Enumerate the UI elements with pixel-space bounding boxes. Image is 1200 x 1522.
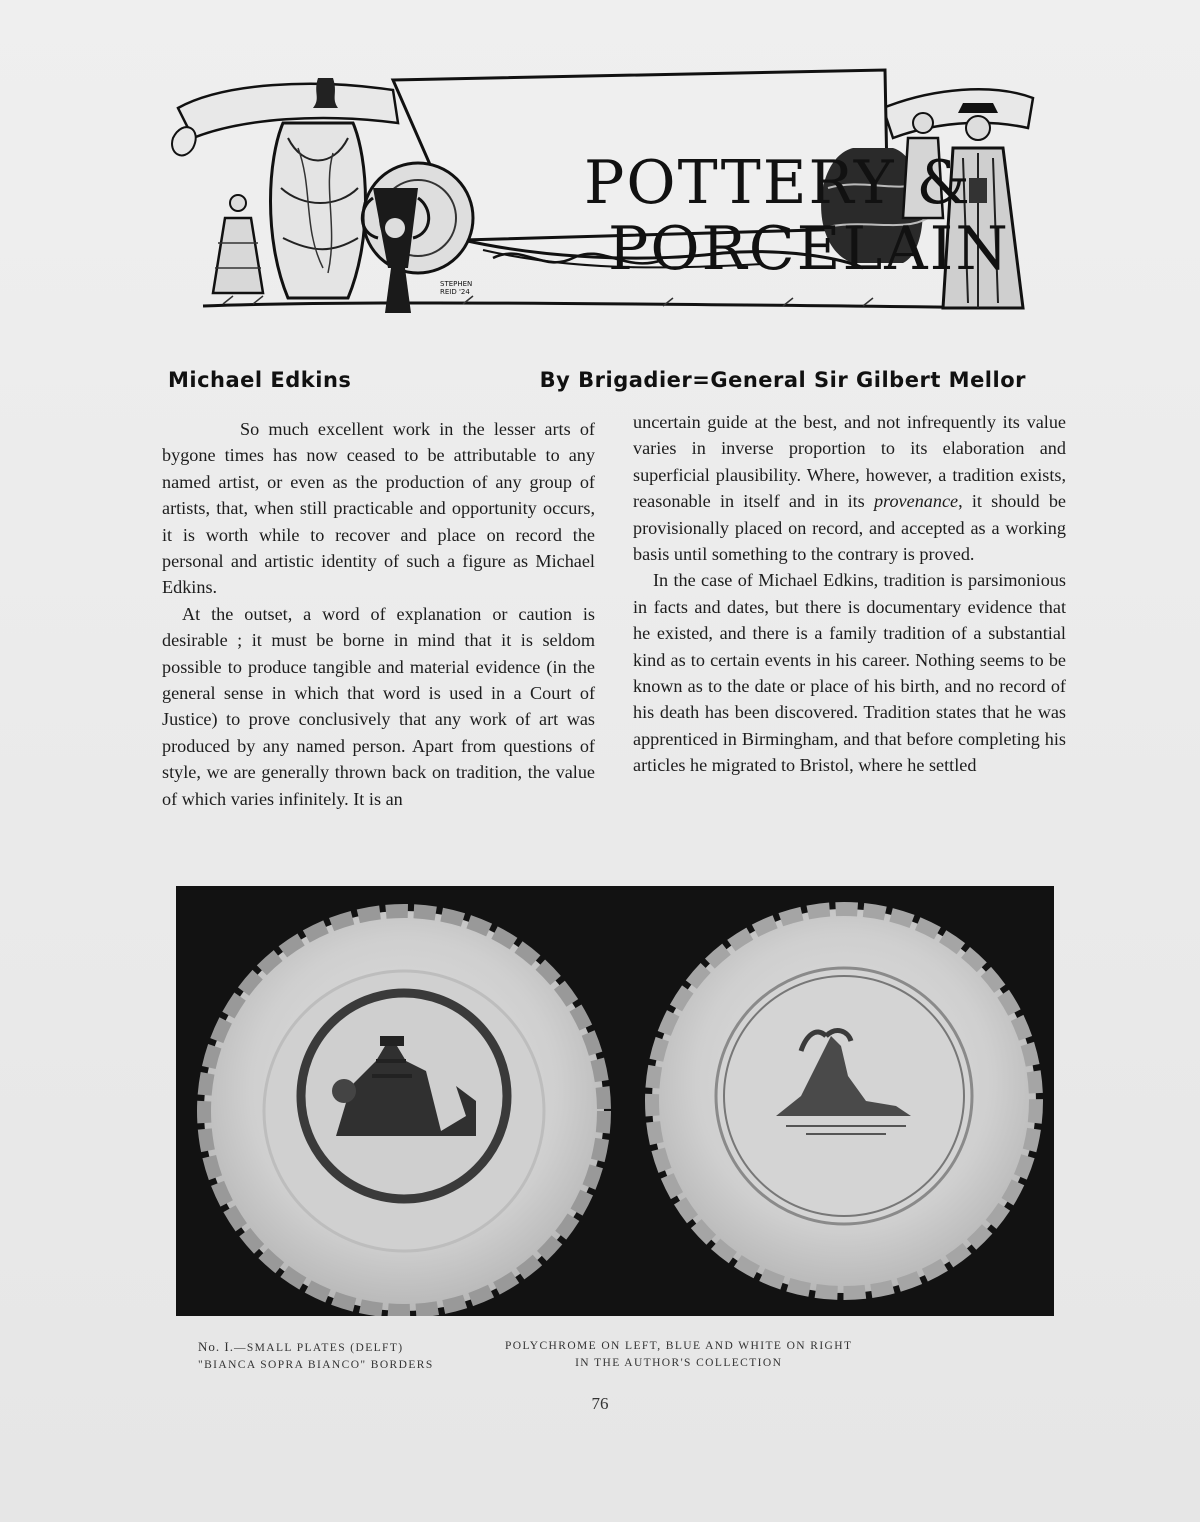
plates-photograph <box>176 886 1054 1316</box>
paragraph: In the case of Michael Edkins, tradition is parsimonious in facts and dates, but there is documentary evidence that he existed, and there is a family tradition of a substantial kind as to certain events in his career. Nothing seems to be known as to the date or place of his birth, and no record of his death has been discovered. Tradition states that he was apprenticed in Birmingham, and that before completing his articles he migrated to Bristol, where he settled <box>633 570 1066 776</box>
figure-caption-left <box>198 1338 434 1374</box>
paragraph-text: , it should be provisionally placed on record, and accepted as a working basis until something to the contrary is proved. <box>633 491 1066 565</box>
caption-text: —SMALL PLATES (DELFT) <box>233 1342 404 1354</box>
caption-text: "BIANCA SOPRA BIANCO" BORDERS <box>198 1359 434 1371</box>
right-plate-image <box>652 909 1036 1293</box>
paragraph: At the outset, a word of explanation or caution is desirable ; it must be borne in mind that it is seldom possible to produce tangible and material evidence (in the general sense in which that word is used in a Court of Justice) to prove conclusively that any work of art was produced by any named person. Apart from questions of style, we are generally thrown back on tradition, the value of which varies infinitely. It is an <box>162 603 595 809</box>
header-banner <box>163 68 1043 318</box>
left-plate-image <box>204 911 604 1311</box>
article-author: By Brigadier=General Sir Gilbert Mellor <box>539 368 1026 392</box>
article-subject: Michael Edkins <box>168 368 352 392</box>
italic-term: provenance <box>873 491 959 512</box>
banner-title <box>568 148 1010 284</box>
banner-title-line1: POTTERY & <box>584 148 972 218</box>
caption-text: IN THE AUTHOR'S COLLECTION <box>575 1357 783 1369</box>
page-number: 76 <box>591 1394 609 1413</box>
paragraph-text: uncertain guide at the best, and not infrequently its value varies in inverse proportion to its elaboration and superficial plausibility. Where, however, a tradition exists, reasonable in itself and in its <box>633 412 1066 512</box>
banner-title-line2: PORCELAIN <box>608 214 1010 284</box>
paragraph <box>633 409 1066 567</box>
text-column-right <box>633 409 1066 779</box>
figurine-drawing <box>213 195 263 293</box>
figure-number: No. I. <box>198 1339 234 1354</box>
artist-signature <box>440 280 472 296</box>
paragraph: So much excellent work in the lesser arts of bygone times has now ceased to be attributable to any named artist, or even as the production of any group of artists, that, when still practicable and opportunity occurs, it is worth while to recover and place on record the personal and artistic identity of such a figure as Michael Edkins. <box>162 419 595 598</box>
text-column-left <box>162 416 595 812</box>
signature-line1: STEPHEN <box>440 280 473 288</box>
figure-caption-right <box>505 1338 852 1372</box>
signature-line2: REID '24 <box>440 288 470 296</box>
caption-text: POLYCHROME ON LEFT, BLUE AND WHITE ON RIGHT <box>505 1340 853 1352</box>
